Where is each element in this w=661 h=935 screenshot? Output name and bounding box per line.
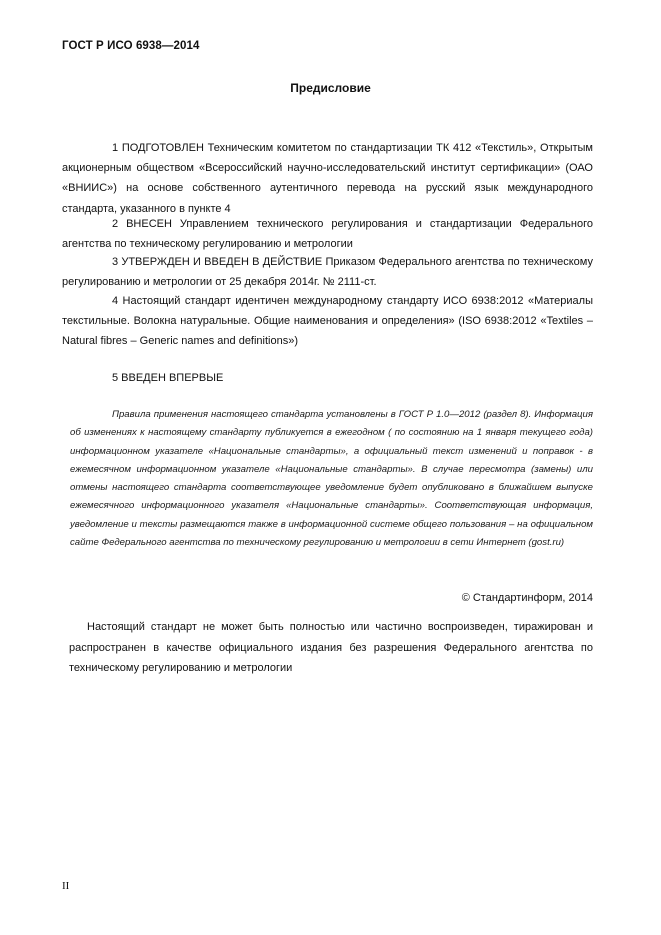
reproduction-restriction-text: Настоящий стандарт не может быть полностью или частично воспроизведен, тиражирован и распространен в качестве официального издания без разрешения Федерального агентства по техническому регулированию и метрологии: [69, 621, 593, 674]
foreword-item-2: [62, 214, 593, 254]
foreword-item-4: [62, 291, 593, 352]
foreword-item-1-text: 1 ПОДГОТОВЛЕН Техническим комитетом по стандартизации ТК 412 «Текстиль», Открытым акционерным обществом «Всероссийский научно-исследовательский институт сертификации» (ОАО «ВНИИС») на основе собственного аутентичного перевода на русский язык международного стандарта, указанного в пункте 4: [62, 142, 593, 215]
foreword-item-3: [62, 252, 593, 292]
foreword-item-4-text: 4 Настоящий стандарт идентичен международному стандарту ИСО 6938:2012 «Материалы текстильные. Волокна натуральные. Общие наименования и определения» (ISO 6938:2012 «Textiles – Natural fibres – Generic names and definitions»): [62, 295, 593, 348]
foreword-item-1: [62, 138, 593, 219]
page-title: Предисловие: [290, 81, 371, 95]
foreword-item-5: [62, 368, 593, 388]
foreword-item-5-text: 5 ВВЕДЕН ВПЕРВЫЕ: [112, 372, 224, 384]
page-number: II: [62, 880, 70, 892]
standard-code-header: ГОСТ Р ИСО 6938—2014: [62, 40, 200, 52]
foreword-item-3-text: 3 УТВЕРЖДЕН И ВВЕДЕН В ДЕЙСТВИЕ Приказом Федерального агентства по техническому регулированию и метрологии от 25 декабря 2014г. № 2111-ст.: [62, 256, 593, 289]
foreword-item-2-text: 2 ВНЕСЕН Управлением технического регулирования и стандартизации Федерального агентства по техническому регулированию и метрологии: [62, 218, 593, 251]
application-rules-note-text: Правила применения настоящего стандарта установлены в ГОСТ Р 1.0—2012 (раздел 8). Информация об изменениях к настоящему стандарту публикуется в ежегодном ( по состоянию на 1 января текущего года) информационном указателе «Национальные стандарты», а официальный текст изменений и поправок - в ежемесячном информационном указателе «Национальные стандарты». В случае пересмотра (замены) или отмены настоящего стандарта соответствующее уведомление будет опубликовано в ближайшем выпуске ежемесячного информационного указателя «Национальные стандарты». Соответствующая информация, уведомление и тексты размещаются также в информационной системе общего пользования – на официальном сайте Федерального агентства по техническому регулированию и метрологии в сети Интернет (gost.ru): [70, 409, 593, 549]
application-rules-note: [70, 406, 593, 552]
reproduction-restriction-paragraph: [69, 617, 593, 679]
copyright-notice: © Стандартинформ, 2014: [461, 592, 593, 604]
